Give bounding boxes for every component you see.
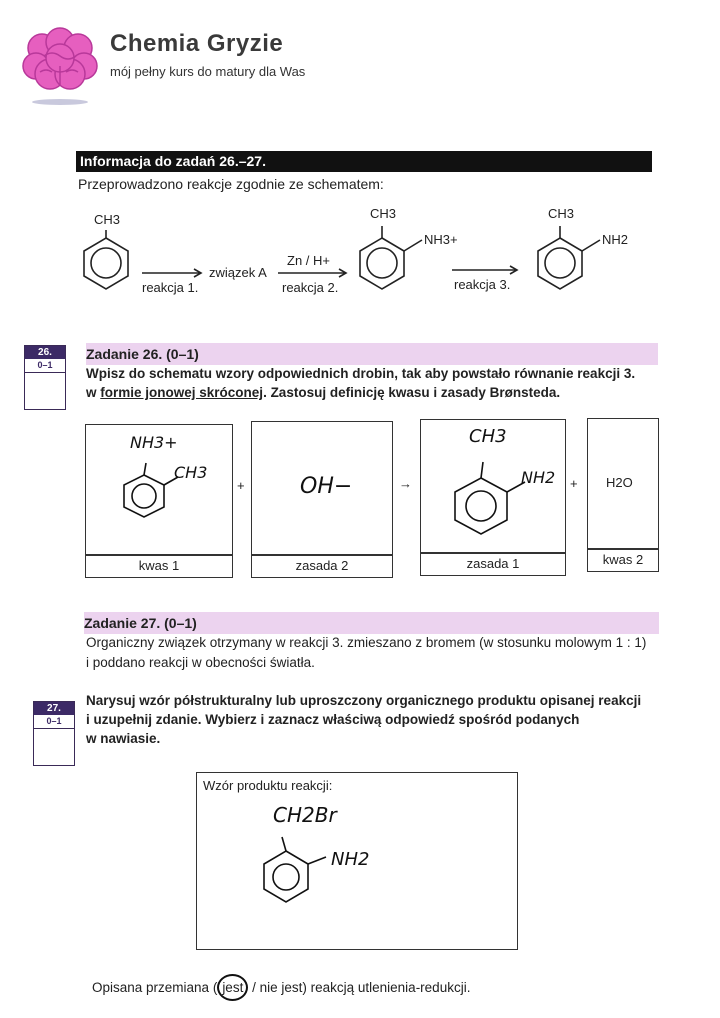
task27-intro1: Organiczny związek otrzymany w reakcji 3. zmieszano z bromem (w stosunku molowym 1 : 1) (86, 635, 647, 650)
task26-title (86, 343, 658, 365)
task26-line2-pre: w (86, 385, 101, 400)
plus-2: + (570, 476, 578, 491)
sentence-post: ) reakcją utlenienia-redukcji. (302, 980, 471, 995)
task27-score-field[interactable] (34, 729, 74, 765)
task27-instr3: w nawiasie. (86, 731, 161, 746)
reaction1-label: reakcja 1. (142, 280, 199, 295)
box3-ch3-text: CH3 (469, 426, 507, 447)
product-benzene-drawing (252, 829, 352, 919)
task26-score-tag (24, 345, 66, 410)
answer-box-kwas1[interactable] (85, 424, 233, 556)
box1-nh3-text: NH3+ (130, 433, 178, 452)
product-ch2br-text: CH2Br (273, 803, 337, 827)
task27-tag-number: 27. (34, 702, 74, 715)
box2-oh-text: OH− (300, 474, 353, 499)
sentence-sep: / (248, 980, 260, 995)
label-kwas1: kwas 1 (85, 554, 233, 578)
task27-intro2: i poddano reakcji w obecności światła. (86, 655, 315, 670)
brain-icon (20, 26, 100, 108)
task27-title-text: Zadanie 27. (0–1) (84, 615, 197, 631)
task27-score-tag (33, 701, 75, 766)
box3-nh2-text: NH2 (521, 468, 556, 487)
reaction2-label: reakcja 2. (282, 280, 339, 295)
task27-title (84, 612, 659, 634)
task27-instr1: Narysuj wzór półstrukturalny lub uproszczony organicznego produktu opisanej reakcji (86, 693, 642, 708)
label-zasada2: zasada 2 (251, 554, 393, 578)
task26-score-field[interactable] (25, 373, 65, 409)
ch3-label-2: CH3 (370, 206, 397, 221)
choice-nie-jest[interactable]: nie jest (259, 980, 303, 995)
ch3-label-1: CH3 (94, 212, 121, 227)
label-zasada1: zasada 1 (420, 552, 566, 576)
task26-title-text: Zadanie 26. (0–1) (86, 346, 199, 362)
task26-line2-underlined: formie jonowej skróconej (100, 385, 264, 400)
task26-tag-number: 26. (25, 346, 65, 359)
nh2-label: NH2 (602, 232, 629, 247)
product-nh2-text: NH2 (331, 849, 370, 870)
plus-1: + (237, 478, 245, 493)
task26-line1: Wpisz do schematu wzory odpowiednich drobin, tak aby powstało równanie reakcji 3. (86, 366, 636, 381)
box4-h2o-text: H2O (606, 475, 633, 490)
compound-a-label: związek A (209, 265, 267, 280)
product-formula-box[interactable] (196, 772, 518, 950)
ch3-label-3: CH3 (548, 206, 575, 221)
box1-ch3-text: CH3 (174, 463, 208, 482)
task26-line2-post: . Zastosuj definicję kwasu i zasady Brønsteda. (263, 385, 561, 400)
info-header: Informacja do zadań 26.–27. (76, 151, 652, 172)
brand-subtitle: mój pełny kurs do matury dla Was (110, 64, 306, 79)
label-kwas2: kwas 2 (587, 548, 659, 572)
task27-sentence (92, 980, 470, 995)
arrow-right: → (399, 476, 412, 491)
info-intro: Przeprowadzono reakcje zgodnie ze schematem: (78, 176, 384, 192)
task26-line2 (86, 383, 560, 402)
zn-h-label: Zn / H+ (287, 253, 330, 268)
answer-box-zasada2[interactable] (251, 421, 393, 556)
product-box-label: Wzór produktu reakcji: (203, 778, 333, 793)
nh3plus-label: NH3+ (424, 232, 458, 247)
reaction3-label: reakcja 3. (454, 277, 511, 292)
task27-tag-points: 0–1 (34, 715, 74, 729)
answer-box-zasada1[interactable] (420, 419, 566, 554)
answer-box-kwas2 (587, 418, 659, 550)
choice-jest[interactable]: jest (217, 974, 248, 1001)
task26-tag-points: 0–1 (25, 359, 65, 373)
task27-instr2: i uzupełnij zdanie. Wybierz i zaznacz właściwą odpowiedź spośród podanych (86, 712, 580, 727)
brand-title: Chemia Gryzie (110, 30, 284, 57)
sentence-pre: Opisana przemiana ( (92, 980, 218, 995)
